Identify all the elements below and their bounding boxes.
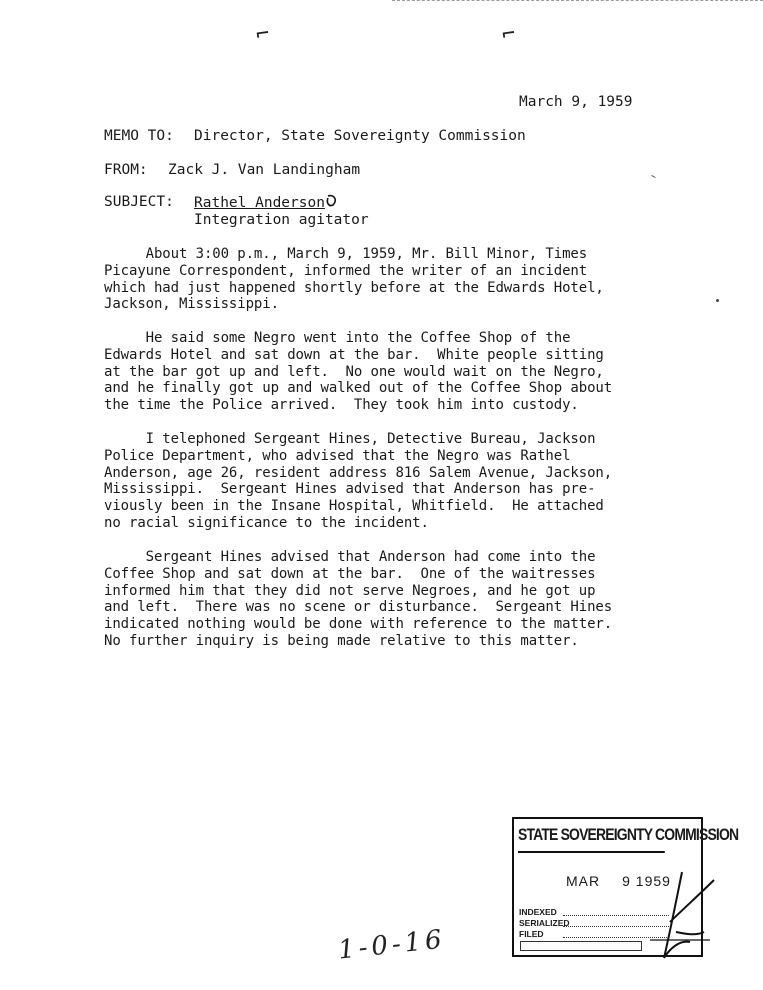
speck [716,299,719,302]
memo-date: March 9, 1959 [519,94,633,110]
punch-mark: ⌐ [500,21,517,48]
stamp-month: MAR [566,873,601,889]
from-value: Zack J. Van Landingham [168,162,361,178]
memo-paragraph: About 3:00 p.m., March 9, 1959, Mr. Bill Minor, Times Picayune Correspondent, informed the writer of an incident which had just happened shortly before at the Edwards Hotel, Jackson, Mississippi. [104,246,604,313]
punch-mark: ⌐ [254,21,271,48]
handwritten-initials [640,862,720,962]
memo-paragraph: He said some Negro went into the Coffee Shop of the Edwards Hotel and sat down at the bar. White people sitting at the bar got up and left. No one would wait on the Negro, and he finally got up and walked out of the Coffee Shop about the time the Police arrived. They took him into custody. [104,330,613,414]
subject-name: Rathel Anderson [194,195,325,211]
stamp-row-indexed: INDEXED [519,907,669,918]
stamp-title: STATE SOVEREIGNTY COMMISSION [518,825,665,853]
stamp-row-filed: FILED [519,929,669,940]
memo-paragraph: Sergeant Hines advised that Anderson had come into the Coffee Shop and sat down at the bar. One of the waitresses informed him that they did not serve Negroes, and he got up and left. There was no scene or disturbance. Sergeant Hines indicated nothing would be done with reference to the matter. No further inquiry is being made relative to this matter. [104,549,613,649]
from-line [104,162,360,179]
subject-line [104,194,369,228]
memo-paragraph: I telephoned Sergeant Hines, Detective Bureau, Jackson Police Department, who advised that the Negro was Rathel Anderson, age 26, resident address 816 Salem Avenue, Jackson, Mississippi. Sergeant Hines advised that Anderson has pre- viously been in the Insane Hospital, Whitfield. He attached no racial significance to the incident. [104,431,613,531]
subject-description: Integration agitator [194,212,369,228]
memo-to-label: MEMO TO: [104,128,174,144]
memo-to-value: Director, State Sovereignty Commission [194,128,526,144]
stamp-row-serialized: SERIALIZED [519,918,669,929]
subject-label: SUBJECT: [104,194,174,210]
stamp-box [520,941,642,951]
handwritten-file-number: 1-0-16 [336,924,448,966]
speck [651,175,656,178]
from-label: FROM: [104,162,148,178]
memo-to-line [104,128,526,145]
stamp-day-year: 9 1959 [622,873,671,889]
top-dashed-edge [392,0,763,3]
handwritten-circle-mark [325,194,339,208]
